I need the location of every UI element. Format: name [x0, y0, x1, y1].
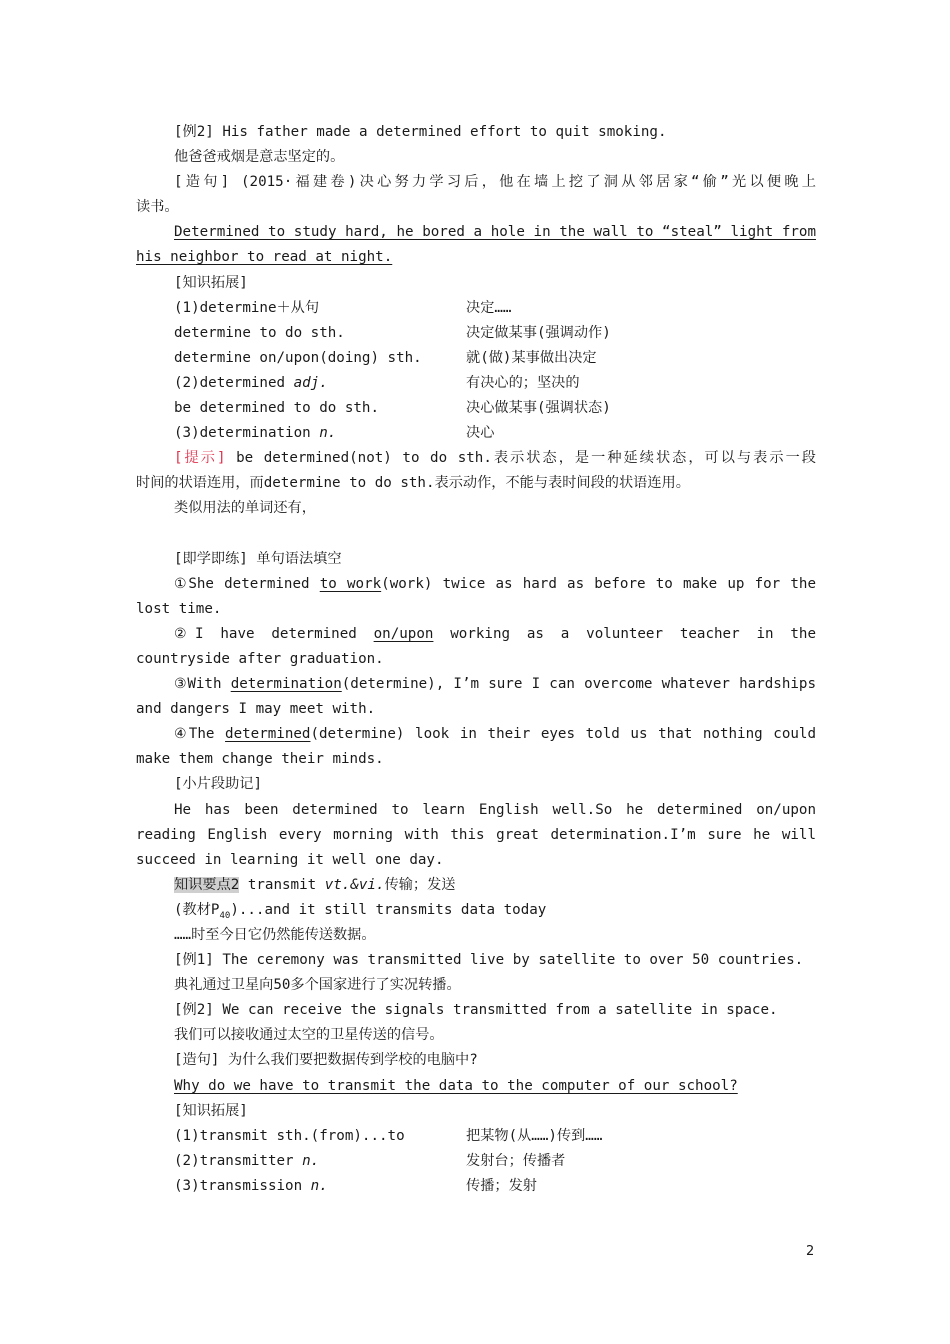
- key-point-2-heading: [136, 873, 816, 898]
- key-point-meaning: 传输；发送: [384, 876, 456, 893]
- extension-row: [136, 1124, 816, 1149]
- key-point-pos: vt.&vi.: [324, 876, 385, 893]
- extension-chinese: 决定……: [466, 299, 512, 316]
- example-1-sentence: [例1] The ceremony was transmitted live by satellite to over 50 countries.: [174, 952, 804, 969]
- question-text: ①She determined: [174, 575, 320, 592]
- tip-paragraph: [136, 446, 816, 471]
- question-text: ③With: [174, 676, 231, 693]
- answer-blank: determined: [225, 726, 311, 743]
- key-point-tag: 知识要点2: [174, 876, 240, 893]
- extension-pos: adj.: [293, 374, 328, 391]
- extension-english: (2)transmitter: [174, 1152, 303, 1169]
- extension-english: (2)determined: [174, 374, 294, 391]
- extension-pos: n.: [319, 425, 337, 442]
- tip-text: be determined(not) to do sth.表示状态，是一种延续状态，可以与表示一段: [225, 450, 816, 467]
- sentence-making-answer: Determined to study hard, he bored a hole in the wall to “steal” light from: [174, 224, 816, 241]
- extension-chinese: 传播；发射: [466, 1177, 537, 1194]
- extension-chinese: 有决心的；坚决的: [466, 374, 580, 391]
- question-text: ④The: [174, 726, 226, 743]
- extension-row: [136, 346, 816, 371]
- page-content: [136, 120, 816, 1199]
- question-4-cont: make them change their minds.: [136, 751, 384, 768]
- answer-underline: Why do we have to transmit the data to the computer of our school?: [174, 1077, 738, 1094]
- example-2b-sentence: [例2] We can receive the signals transmitted from a satellite in space.: [174, 1002, 778, 1019]
- question-1-cont: lost time.: [136, 600, 222, 617]
- extension-english: (1)determine＋从句: [174, 299, 320, 316]
- answer-blank: on/upon: [373, 625, 434, 642]
- extension-chinese: 决心: [466, 425, 495, 442]
- extension-english: (3)transmission: [174, 1177, 311, 1194]
- key-point-word: transmit: [239, 876, 325, 893]
- page-number: 2: [806, 1244, 815, 1259]
- sentence-making-answer-cont: [136, 245, 816, 270]
- question-text: (determine), I’m sure I can overcome whatever hardships: [341, 676, 816, 693]
- answer-blank: determination: [230, 676, 342, 693]
- question-text: working as a volunteer teacher in the: [433, 625, 816, 642]
- textbook-source: [136, 898, 816, 923]
- memory-paragraph-end: succeed in learning it well one day.: [136, 851, 444, 868]
- extension-row: [136, 371, 816, 396]
- extension-pos: n.: [310, 1177, 328, 1194]
- example-1-translation: 典礼通过卫星向50多个国家进行了实况转播。: [174, 977, 461, 994]
- extension-english: (3)determination: [174, 425, 320, 442]
- question-3-cont: and dangers I may meet with.: [136, 701, 376, 718]
- question-text: ②I have determined: [174, 625, 374, 642]
- practice-heading: [即学即练] 单句语法填空: [174, 550, 342, 567]
- textbook-source-translation: ……时至今日它仍然能传送数据。: [174, 927, 376, 943]
- extension-english: (1)transmit sth.(from)...to: [174, 1127, 405, 1144]
- memory-paragraph: He has been determined to learn English well.So he determined on/upon: [174, 801, 816, 818]
- question-4: [136, 722, 816, 747]
- extension-chinese: 决心做某事(强调状态): [466, 400, 611, 417]
- memory-heading: [小片段助记]: [174, 776, 263, 793]
- similar-words-line: 类似用法的单词还有，: [174, 500, 316, 517]
- sentence-making-prompt-b: [造句] 为什么我们要把数据传到学校的电脑中?: [174, 1052, 478, 1069]
- example-2-translation: 他爸爸戒烟是意志坚定的。: [174, 149, 345, 166]
- extension-row: [136, 421, 816, 446]
- source-text: (教材P: [174, 901, 220, 918]
- question-2-cont: countryside after graduation.: [136, 650, 384, 667]
- answer-blank: to work: [319, 575, 382, 592]
- question-3: [136, 672, 816, 697]
- knowledge-extension-heading: [知识拓展]: [174, 274, 248, 291]
- question-text: (work) twice as hard as before to make up for the: [381, 575, 816, 592]
- extension-row: [136, 1174, 816, 1199]
- question-2: [136, 622, 816, 647]
- extension-english: be determined to do sth.: [174, 400, 379, 417]
- answer-underline: his neighbor to read at night.: [136, 249, 393, 266]
- extension-row: [136, 296, 816, 321]
- extension-chinese: 决定做某事(强调动作): [466, 324, 611, 341]
- sentence-making-prompt: [造句] (2015·福建卷)决心努力学习后，他在墙上挖了洞从邻居家“偷”光以便晚上: [174, 174, 816, 191]
- extension-chinese: 把某物(从……)传到……: [466, 1127, 603, 1144]
- question-text: (determine) look in their eyes told us that nothing could: [310, 726, 816, 743]
- extension-english: determine to do sth.: [174, 324, 345, 341]
- extension-pos: n.: [302, 1152, 320, 1169]
- tip-paragraph-cont: 时间的状语连用，而determine to do sth.表示动作，不能与表时间段的状语连用。: [136, 475, 690, 492]
- source-page: 40: [219, 910, 231, 921]
- example-2-sentence: [例2] His father made a determined effort to quit smoking.: [174, 124, 667, 140]
- tip-tag: [提示]: [174, 450, 226, 467]
- sentence-making-prompt-cont: 读书。: [136, 199, 179, 216]
- memory-paragraph-cont: reading English every morning with this great determination.I’m sure he will: [136, 826, 816, 843]
- extension-chinese: 就(做)某事做出决定: [466, 349, 597, 366]
- extension-row: [136, 1149, 816, 1174]
- blank-line: [136, 522, 816, 547]
- extension-row: [136, 321, 816, 346]
- knowledge-extension-heading-b: [知识拓展]: [174, 1102, 248, 1119]
- extension-row: [136, 396, 816, 421]
- extension-english: determine on/upon(doing) sth.: [174, 349, 422, 366]
- sentence-making-answer-b: [136, 1074, 816, 1099]
- source-text: )...and it still transmits data today: [230, 901, 547, 918]
- extension-chinese: 发射台；传播者: [466, 1152, 566, 1169]
- question-1: [136, 572, 816, 597]
- example-2b-translation: 我们可以接收通过太空的卫星传送的信号。: [174, 1027, 444, 1044]
